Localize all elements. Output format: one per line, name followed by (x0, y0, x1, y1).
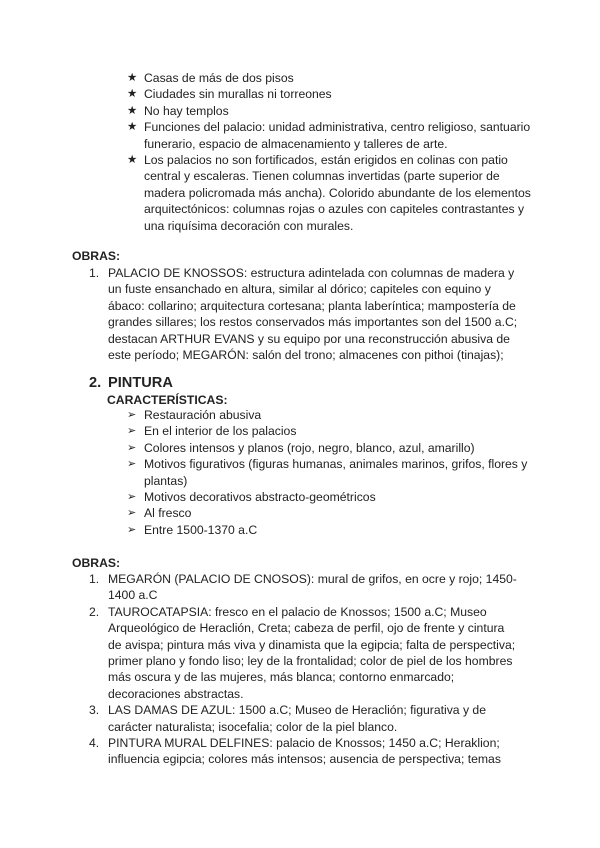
features-list (127, 70, 534, 234)
list-item: 1. MEGARÓN (PALACIO DE CNOSOS): mural de grifos, en ocre y rojo; 1450-1400 a.C (89, 572, 517, 603)
list-item: ➢ Restauración abusiva (127, 408, 262, 422)
list-item: ➢ Motivos decorativos abstracto-geométricos (127, 490, 376, 505)
characteristics-heading: CARACTERÍSTICAS: (107, 393, 228, 407)
characteristics-list (127, 407, 534, 538)
arrow-bullet-icon: ➢ (127, 523, 137, 536)
arrow-bullet-icon: ➢ (127, 409, 137, 421)
star-bullet-icon: ★ (127, 121, 138, 134)
list-item: 1. PALACIO DE KNOSSOS: estructura adintelada con columnas de madera y un fuste ensanchado en altura, similar al dórico; capiteles con equino y ábaco: collarino; arquitectura cortesana; planta laberíntica; mampostería de grandes sillares; los restos conservados más importantes son del 1500 a.C; destacan ARTHUR EVANS y su equipo por una reconstrucción abusiva de este período; MEGARÓN: salón del trono; almacenes con pithoi (tinajas); (89, 266, 518, 363)
list-item: ➢ Al fresco (127, 506, 192, 521)
list-item: ★ Funciones del palacio: unidad administrativa, centro religioso, santuario funerario, espacio de almacenamiento y talleres de arte. (127, 120, 531, 151)
obras-heading: OBRAS: (72, 249, 121, 263)
arrow-bullet-icon: ➢ (127, 507, 137, 520)
list-item: ➢ Colores intensos y planos (rojo, negro, blanco, azul, amarillo) (127, 440, 475, 455)
section-title: 2. PINTURA (89, 375, 173, 391)
star-bullet-icon: ★ (127, 88, 138, 101)
arrow-bullet-icon: ➢ (127, 458, 137, 471)
list-item: ★ Casas de más de dos pisos (127, 71, 294, 85)
arrow-bullet-icon: ➢ (127, 425, 137, 438)
obras-list-painting (89, 571, 520, 768)
star-bullet-icon: ★ (127, 154, 138, 167)
list-item: ➢ Entre 1500-1370 a.C (127, 522, 258, 537)
list-item: 4. PINTURA MURAL DELFINES: palacio de Knossos; 1450 a.C; Heraklion; influencia egipcia; colores más intensos; ausencia de perspectiva; temas (89, 736, 501, 767)
list-item: ➢ En el interior de los palacios (127, 424, 297, 439)
list-item: ★ Los palacios no son fortificados, están erigidos en colinas con patio central y escaleras. Tienen columnas invertidas (parte superior de madera policromada más ancha). Colorido abundante de los elementos arquitectónicos: columnas rojas o azules con capiteles contrastantes y una riquísima decoración con murales. (127, 153, 531, 233)
obras-heading: OBRAS: (72, 556, 121, 570)
arrow-bullet-icon: ➢ (127, 491, 137, 504)
list-item: ➢ Motivos figurativos (figuras humanas, animales marinos, grifos, flores y plantas) (127, 457, 528, 488)
star-bullet-icon: ★ (127, 72, 138, 84)
list-item: ★ Ciudades sin murallas ni torreones (127, 87, 332, 102)
list-item: 2. TAUROCATAPSIA: fresco en el palacio de Knossos; 1500 a.C; Museo Arqueológico de Heraclión, Creta; cabeza de perfil, ojo de frente y cintura de avispa; pintura más viva y dinamista que la egipcia; falta de perspectiva; primer plano y fondo liso; ley de la frontalidad; color de piel de los hombres más oscura y de las mujeres, más blanca; contorno enmarcado; decoraciones abstractas. (89, 604, 516, 701)
list-item: ★ No hay templos (127, 103, 229, 118)
obras-list-architecture (89, 265, 520, 363)
list-item: 3. LAS DAMAS DE AZUL: 1500 a.C; Museo de Heraclión; figurativa y de carácter naturalista; isocefalia; color de la piel blanco. (89, 703, 486, 734)
arrow-bullet-icon: ➢ (127, 441, 137, 454)
star-bullet-icon: ★ (127, 104, 138, 117)
